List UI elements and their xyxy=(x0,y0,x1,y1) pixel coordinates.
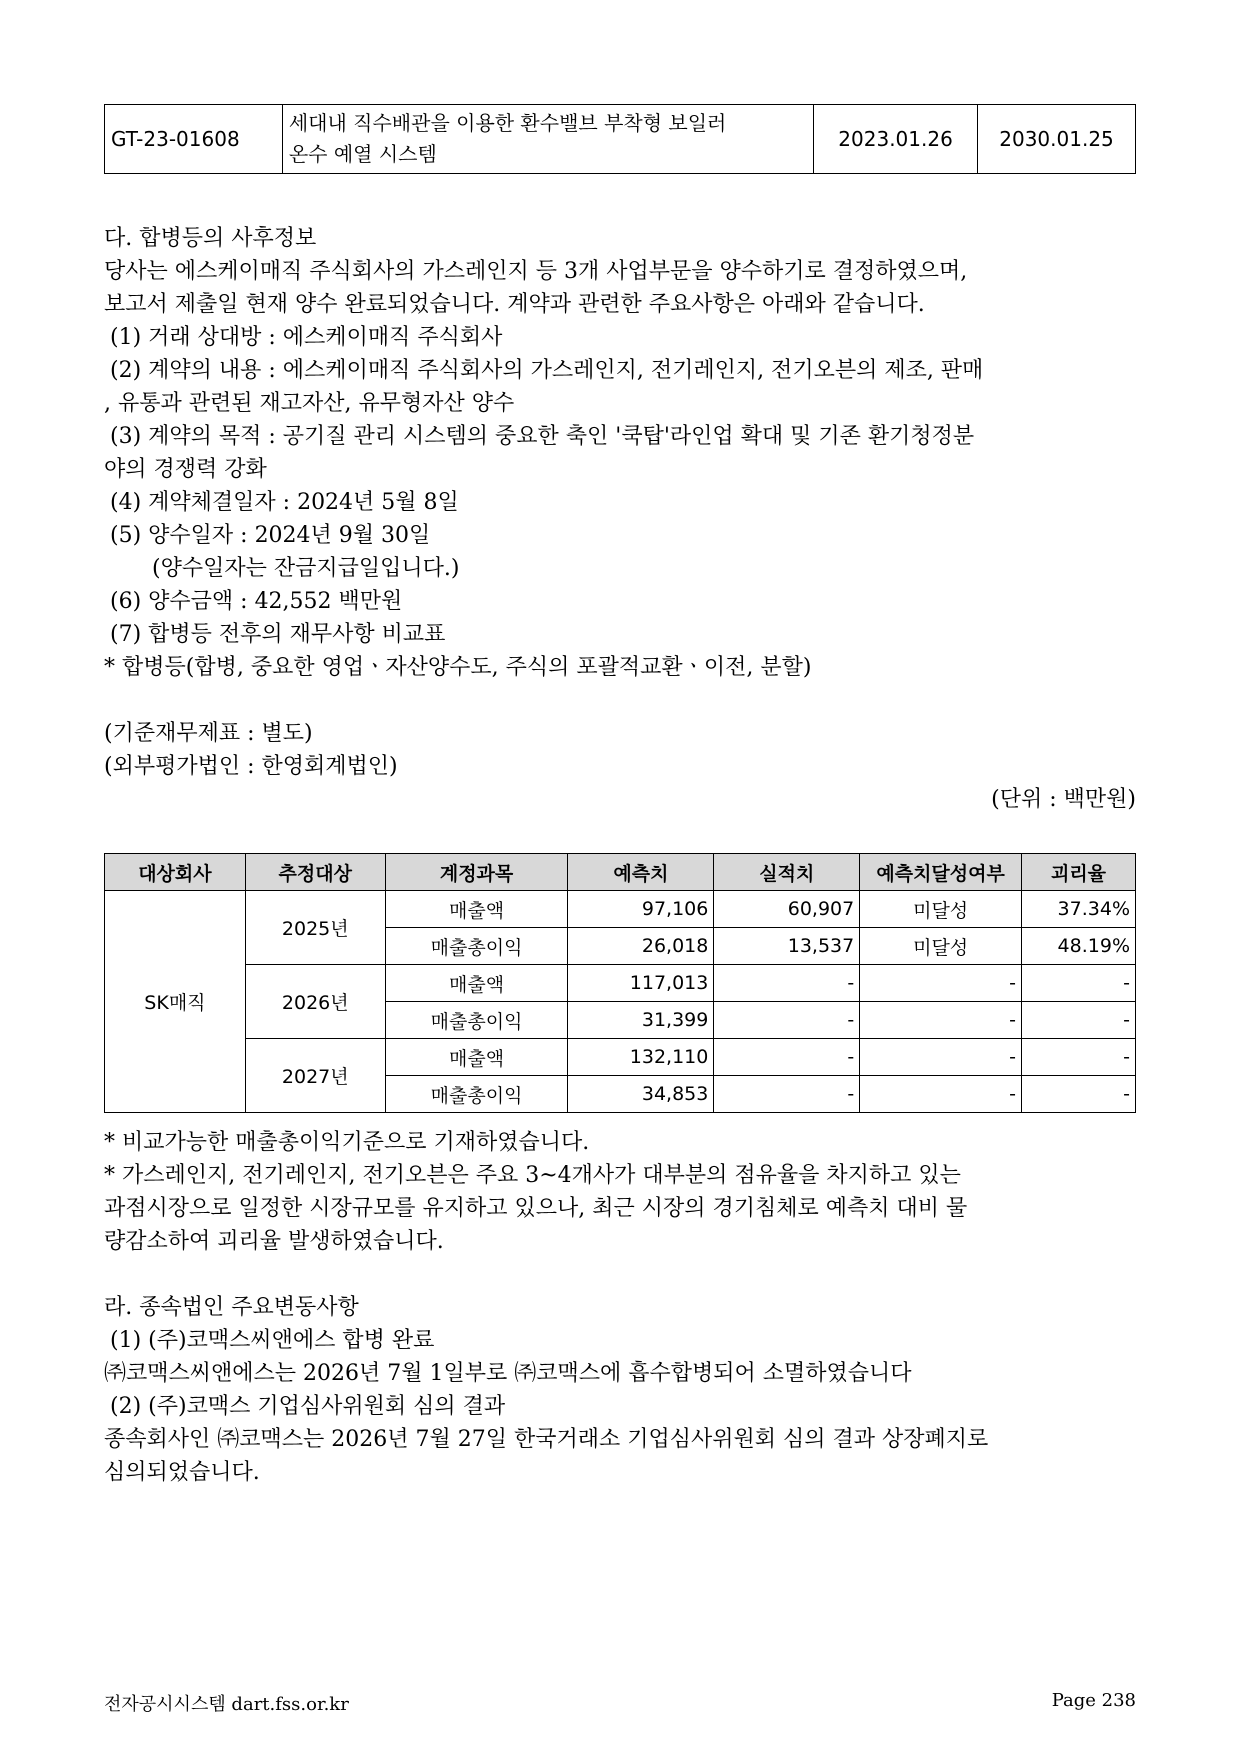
list-item: (7) 합병등 전후의 재무사항 비교표 xyxy=(110,622,446,647)
achieved-cell: 미달성 xyxy=(860,891,1022,928)
gap-cell: - xyxy=(1022,1039,1136,1076)
footer-site-link[interactable]: 전자공시시스템 dart.fss.or.kr xyxy=(104,1694,349,1715)
paragraph-line: ㈜코맥스씨앤에스는 2026년 7월 1일부로 ㈜코맥스에 흡수합병되어 소멸하였습니다 xyxy=(104,1361,912,1386)
list-item: (1) 거래 상대방 : 에스케이매직 주식회사 xyxy=(110,325,503,350)
table-row xyxy=(105,105,1136,174)
account-cell: 매출총이익 xyxy=(385,928,568,965)
achieved-cell: 미달성 xyxy=(860,928,1022,965)
actual-cell: - xyxy=(714,1039,860,1076)
paragraph-line: 심의되었습니다. xyxy=(104,1460,260,1485)
paragraph-line: (1) (주)코맥스씨앤에스 합병 완료 xyxy=(110,1328,435,1353)
spacer xyxy=(104,684,1136,717)
column-header: 계정과목 xyxy=(385,854,568,891)
column-header: 예측치 xyxy=(568,854,714,891)
forecast-cell: 31,399 xyxy=(568,1002,714,1039)
patent-title-line: 세대내 직수배관을 이용한 환수밸브 부착형 보일러 xyxy=(288,111,727,135)
notes-and-subsidiary-section xyxy=(104,1126,1136,1489)
account-cell: 매출액 xyxy=(385,1039,568,1076)
list-item: (6) 양수금액 : 42,552 백만원 xyxy=(110,589,403,614)
list-item: (4) 계약체결일자 : 2024년 5월 8일 xyxy=(110,490,459,515)
column-header: 괴리율 xyxy=(1022,854,1136,891)
actual-cell: - xyxy=(714,965,860,1002)
forecast-cell: 26,018 xyxy=(568,928,714,965)
forecast-cell: 117,013 xyxy=(568,965,714,1002)
patent-start-date: 2023.01.26 xyxy=(814,105,978,174)
achieved-cell: - xyxy=(860,1039,1022,1076)
year-cell: 2027년 xyxy=(245,1039,385,1113)
actual-cell: 60,907 xyxy=(714,891,860,928)
section-post-merger-info xyxy=(104,222,1136,816)
list-item: , 유통과 관련된 재고자산, 유무형자산 양수 xyxy=(104,391,515,416)
basis-note: (기준재무제표 : 별도) xyxy=(104,721,313,746)
patent-title xyxy=(282,105,813,174)
list-item: (양수일자는 잔금지급일입니다.) xyxy=(152,556,460,581)
account-cell: 매출총이익 xyxy=(385,1076,568,1113)
note-line: * 가스레인지, 전기레인지, 전기오븐은 주요 3~4개사가 대부분의 점유율을 차지하고 있는 xyxy=(104,1163,961,1188)
forecast-table xyxy=(104,853,1136,1113)
achieved-cell: - xyxy=(860,1002,1022,1039)
actual-cell: - xyxy=(714,1002,860,1039)
achieved-cell: - xyxy=(860,965,1022,1002)
spacer xyxy=(104,1258,1136,1291)
account-cell: 매출액 xyxy=(385,891,568,928)
gap-cell: - xyxy=(1022,1076,1136,1113)
section-heading: 다. 합병등의 사후정보 xyxy=(104,226,317,251)
list-item: 야의 경쟁력 강화 xyxy=(104,457,267,482)
table-row xyxy=(105,891,1136,928)
company-cell: SK매직 xyxy=(105,891,246,1113)
column-header: 대상회사 xyxy=(105,854,246,891)
gap-cell: 48.19% xyxy=(1022,928,1136,965)
forecast-cell: 34,853 xyxy=(568,1076,714,1113)
table-header-row xyxy=(105,854,1136,891)
paragraph-line: (2) (주)코맥스 기업심사위원회 심의 결과 xyxy=(110,1394,506,1419)
note-line: * 비교가능한 매출총이익기준으로 기재하였습니다. xyxy=(104,1130,590,1155)
year-cell: 2026년 xyxy=(245,965,385,1039)
account-cell: 매출액 xyxy=(385,965,568,1002)
auditor-note: (외부평가법인 : 한영회계법인) xyxy=(104,754,398,779)
unit-label: (단위 : 백만원) xyxy=(991,787,1136,812)
patent-end-date: 2030.01.25 xyxy=(978,105,1136,174)
patent-title-line: 온수 예열 시스템 xyxy=(288,142,437,166)
achieved-cell: - xyxy=(860,1076,1022,1113)
paragraph-line: 종속회사인 ㈜코맥스는 2026년 7월 27일 한국거래소 기업심사위원회 심의 결과 상장폐지로 xyxy=(104,1427,989,1452)
actual-cell: 13,537 xyxy=(714,928,860,965)
note-line: 량감소하여 괴리율 발생하였습니다. xyxy=(104,1229,444,1254)
actual-cell: - xyxy=(714,1076,860,1113)
paragraph-line: 보고서 제출일 현재 양수 완료되었습니다. 계약과 관련한 주요사항은 아래와 같습니다. xyxy=(104,292,925,317)
list-item: (5) 양수일자 : 2024년 9월 30일 xyxy=(110,523,431,548)
list-item: * 합병등(합병, 중요한 영업ㆍ자산양수도, 주식의 포괄적교환ㆍ이전, 분할) xyxy=(104,655,812,680)
gap-cell: - xyxy=(1022,965,1136,1002)
note-line: 과점시장으로 일정한 시장규모를 유지하고 있으나, 최근 시장의 경기침체로 예측치 대비 물 xyxy=(104,1196,968,1221)
column-header: 예측치달성여부 xyxy=(860,854,1022,891)
forecast-cell: 132,110 xyxy=(568,1039,714,1076)
unit-row xyxy=(104,783,1136,816)
forecast-cell: 97,106 xyxy=(568,891,714,928)
patent-table xyxy=(104,104,1136,174)
paragraph-line: 당사는 에스케이매직 주식회사의 가스레인지 등 3개 사업부문을 양수하기로 결정하였으며, xyxy=(104,259,968,284)
list-item: (2) 계약의 내용 : 에스케이매직 주식회사의 가스레인지, 전기레인지, 전기오븐의 제조, 판매 xyxy=(110,358,984,383)
gap-cell: - xyxy=(1022,1002,1136,1039)
year-cell: 2025년 xyxy=(245,891,385,965)
column-header: 추정대상 xyxy=(245,854,385,891)
footer-page-number: Page 238 xyxy=(1051,1690,1136,1711)
patent-number: GT-23-01608 xyxy=(105,105,283,174)
section-heading: 라. 종속법인 주요변동사항 xyxy=(104,1295,359,1320)
gap-cell: 37.34% xyxy=(1022,891,1136,928)
column-header: 실적치 xyxy=(714,854,860,891)
list-item: (3) 계약의 목적 : 공기질 관리 시스템의 중요한 축인 '쿡탑'라인업 확대 및 기존 환기청정분 xyxy=(110,424,975,449)
table-row xyxy=(105,1039,1136,1076)
table-row xyxy=(105,965,1136,1002)
account-cell: 매출총이익 xyxy=(385,1002,568,1039)
